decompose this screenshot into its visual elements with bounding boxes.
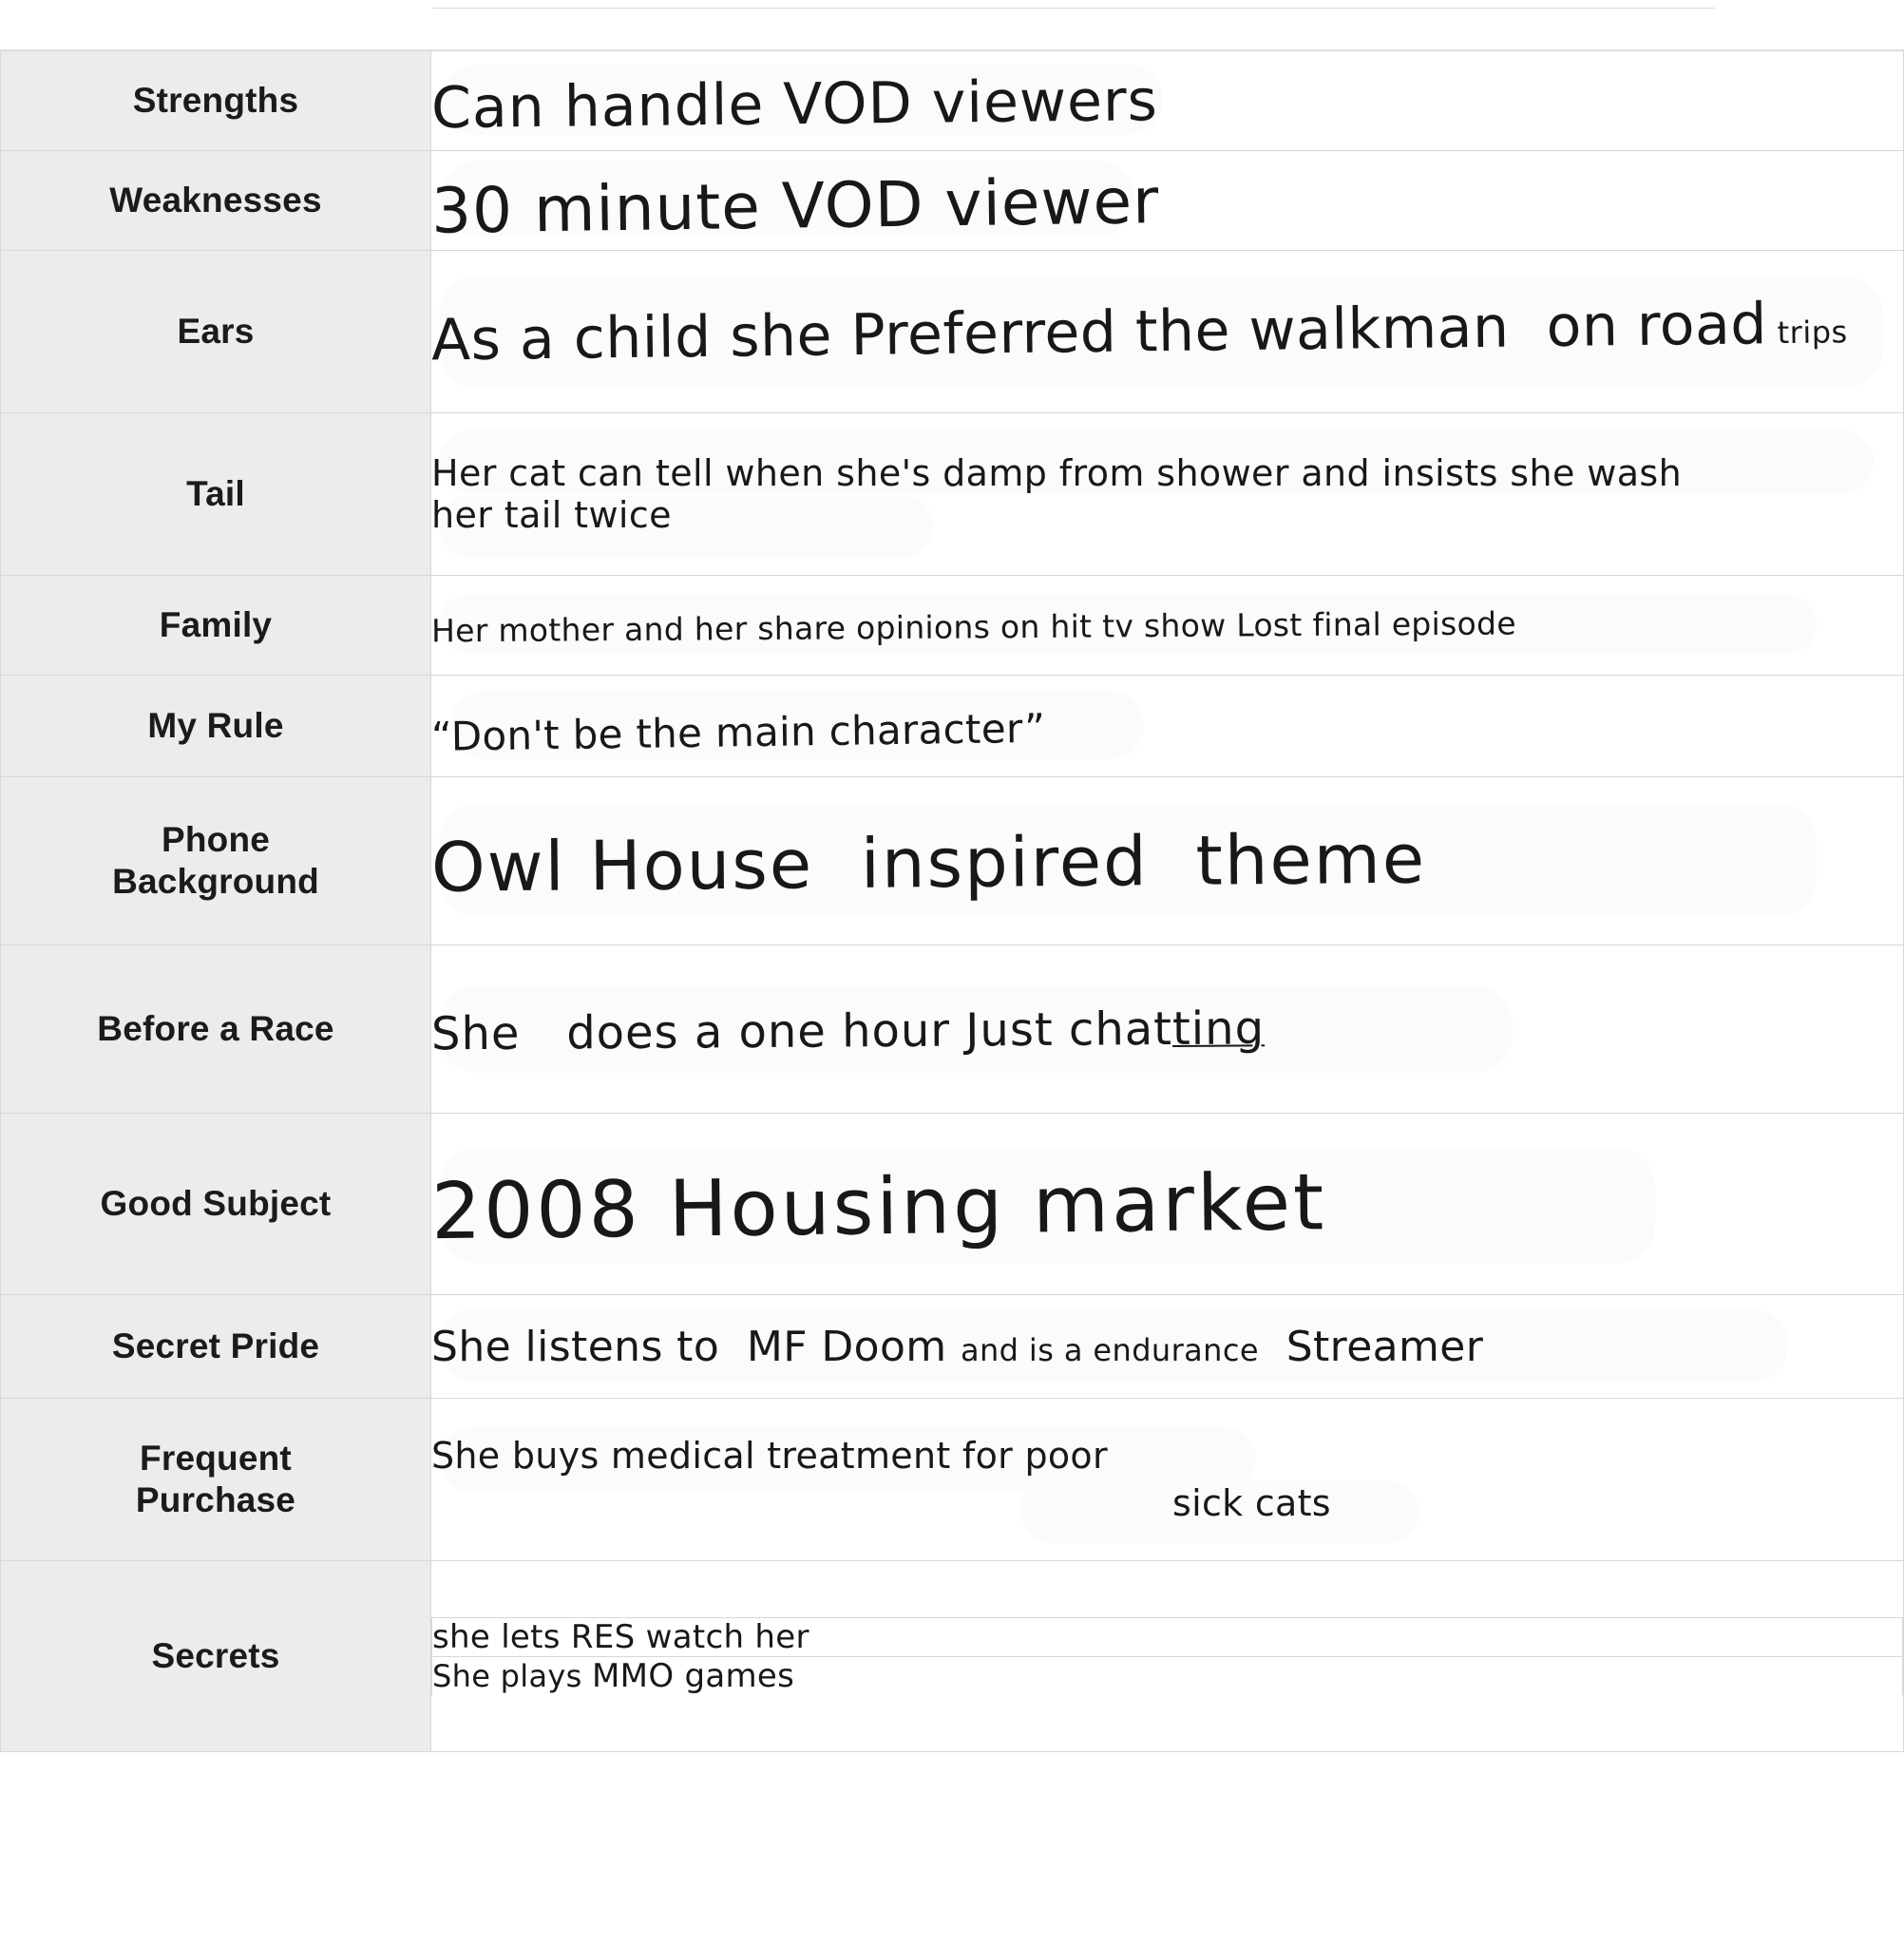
table-row	[1, 777, 1904, 945]
row-label-frequent-purchase-line1: Frequent	[140, 1439, 292, 1479]
row-value-my-rule	[431, 676, 1904, 777]
row-value-ears	[431, 251, 1904, 413]
row-value-secrets	[431, 1561, 1904, 1752]
handwriting-ears: As a child she Preferred the walkman on road trips	[430, 291, 1848, 374]
row-value-before-a-race	[431, 945, 1904, 1114]
table-row	[1, 676, 1904, 777]
secrets-subtable	[431, 1617, 1903, 1695]
row-value-secret-pride	[431, 1295, 1904, 1399]
row-label-my-rule: My Rule	[1, 676, 431, 777]
handwriting-tail-line2: her tail twice	[431, 494, 672, 536]
table-row	[1, 251, 1904, 413]
table-row	[1, 51, 1904, 151]
handwriting-frequent-purchase-line1: She buys medical treatment for poor	[431, 1435, 1108, 1477]
row-value-good-subject	[431, 1114, 1904, 1295]
handwriting-secret-1: she lets RES watch her	[432, 1618, 809, 1656]
row-label-phone-background-line1: Phone	[161, 820, 271, 860]
handwriting-frequent-purchase-line2: sick cats	[1172, 1482, 1331, 1524]
table-row	[1, 413, 1904, 576]
row-label-good-subject: Good Subject	[1, 1114, 431, 1295]
table-row	[1, 945, 1904, 1114]
handwriting-good-subject: 2008 Housing market	[430, 1156, 1327, 1257]
handwriting-secret-pride: She listens to MF Doom and is a endurance Streamer	[431, 1322, 1484, 1371]
row-label-ears: Ears	[1, 251, 431, 413]
row-label-secrets: Secrets	[1, 1561, 431, 1752]
row-label-phone-background-line2: Background	[112, 862, 319, 901]
secrets-cell-2	[432, 1657, 1903, 1696]
row-label-frequent-purchase	[1, 1399, 431, 1561]
table-row	[1, 151, 1904, 251]
row-value-phone-background	[431, 777, 1904, 945]
row-label-family: Family	[1, 576, 431, 676]
handwriting-before-a-race: She does a one hour Just chatting	[430, 1002, 1266, 1061]
row-value-frequent-purchase	[431, 1399, 1904, 1561]
handwriting-secret-2: She plays MMO games	[432, 1657, 795, 1695]
row-value-tail	[431, 413, 1904, 576]
list-item	[432, 1657, 1903, 1696]
profile-table	[0, 50, 1904, 1752]
row-label-strengths: Strengths	[1, 51, 431, 151]
list-item	[432, 1618, 1903, 1657]
row-label-weaknesses: Weaknesses	[1, 151, 431, 251]
row-label-secret-pride: Secret Pride	[1, 1295, 431, 1399]
table-row	[1, 1561, 1904, 1752]
secrets-cell-1	[432, 1618, 1903, 1657]
row-value-weaknesses	[431, 151, 1904, 251]
handwriting-phone-background: Owl House inspired theme	[430, 818, 1427, 907]
row-label-before-a-race: Before a Race	[1, 945, 431, 1114]
table-row	[1, 576, 1904, 676]
row-label-frequent-purchase-line2: Purchase	[135, 1480, 296, 1519]
handwriting-weaknesses: 30 minute VOD viewer	[430, 163, 1160, 248]
row-value-strengths	[431, 51, 1904, 151]
table-row	[1, 1295, 1904, 1399]
row-label-phone-background	[1, 777, 431, 945]
handwriting-family: Her mother and her share opinions on hit tv show Lost final episode	[430, 603, 1517, 649]
top-divider-fragment	[432, 8, 1715, 9]
handwriting-my-rule: “Don't be the main character”	[430, 704, 1046, 760]
handwriting-tail-line1: Her cat can tell when she's damp from shower and insists she wash	[431, 452, 1683, 494]
table-row	[1, 1399, 1904, 1561]
handwriting-strengths: Can handle VOD viewers	[430, 67, 1159, 143]
row-value-family	[431, 576, 1904, 676]
table-row	[1, 1114, 1904, 1295]
row-label-tail: Tail	[1, 413, 431, 576]
